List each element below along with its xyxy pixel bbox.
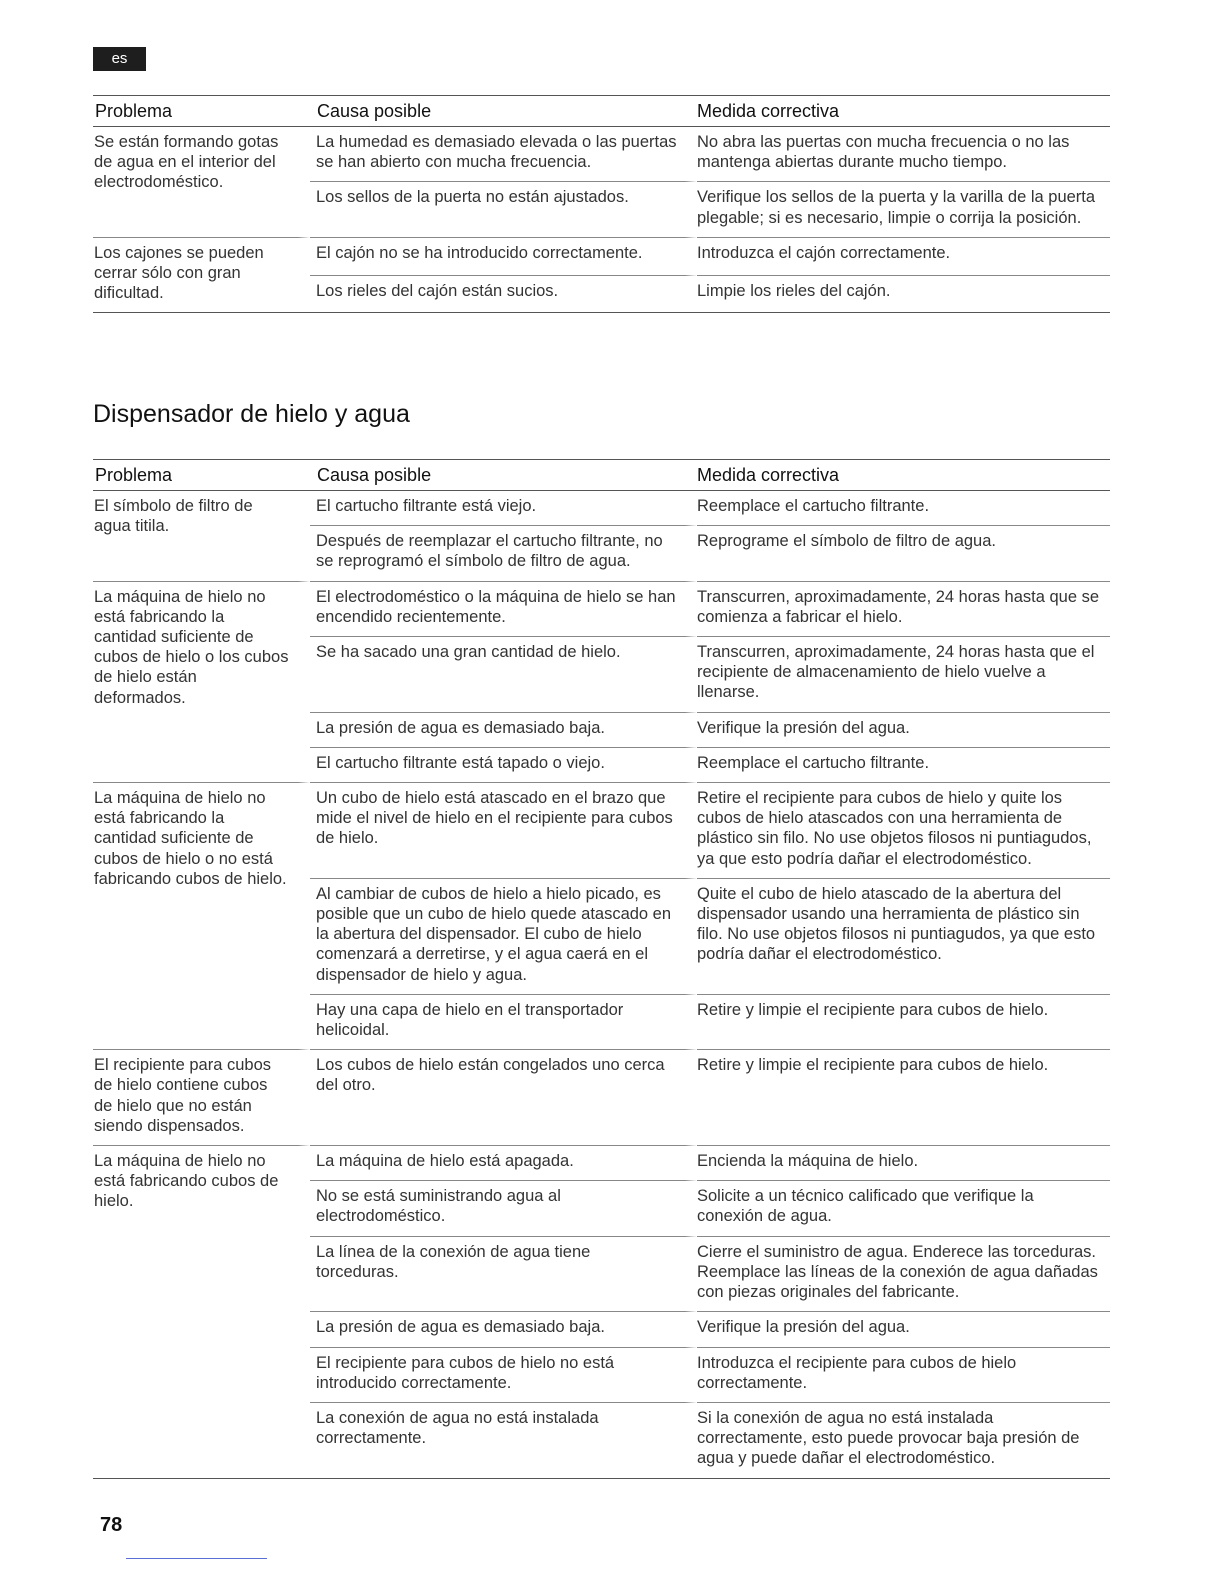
footer-line bbox=[126, 1558, 267, 1559]
table-row bbox=[93, 491, 1110, 525]
header-fix: Medida correctiva bbox=[697, 96, 1110, 127]
table-row bbox=[93, 237, 1110, 275]
table-row bbox=[93, 1049, 1110, 1145]
fix-cell: Si la conexión de agua no está instalada correctamente, esto puede provocar baja presión de agua y puede dañar el electrodoméstico. bbox=[697, 1402, 1110, 1478]
cause-cell: Los cubos de hielo están congelados uno cerca del otro. bbox=[310, 1049, 697, 1145]
cause-cell: La humedad es demasiado elevada o las puertas se han abierto con mucha frecuencia. bbox=[310, 127, 697, 181]
fix-cell: Encienda la máquina de hielo. bbox=[697, 1145, 1110, 1180]
fix-cell: Limpie los rieles del cajón. bbox=[697, 275, 1110, 313]
header-problem: Problema bbox=[93, 460, 310, 491]
problem-cell: El recipiente para cubos de hielo contiene cubos de hielo que no están siendo dispensados. bbox=[93, 1049, 310, 1145]
fix-cell: Solicite a un técnico calificado que verifique la conexión de agua. bbox=[697, 1180, 1110, 1235]
problem-cell: El símbolo de filtro de agua titila. bbox=[93, 491, 310, 581]
table-header-row bbox=[93, 96, 1110, 127]
fix-cell: Retire y limpie el recipiente para cubos de hielo. bbox=[697, 994, 1110, 1049]
fix-cell: Retire el recipiente para cubos de hielo y quite los cubos de hielo atascados con una herramienta de plástico sin filo. No use objetos filosos ni puntiagudos, ya que esto podría dañar el electrodoméstico. bbox=[697, 782, 1110, 878]
cause-cell: Los sellos de la puerta no están ajustados. bbox=[310, 181, 697, 236]
section-title: Dispensador de hielo y agua bbox=[93, 400, 410, 428]
cause-cell: El electrodoméstico o la máquina de hielo se han encendido recientemente. bbox=[310, 581, 697, 636]
fix-cell: Cierre el suministro de agua. Enderece las torceduras. Reemplace las líneas de la conexión de agua dañadas con piezas originales del fabricante. bbox=[697, 1236, 1110, 1312]
header-cause: Causa posible bbox=[310, 96, 697, 127]
fix-cell: No abra las puertas con mucha frecuencia o no las mantenga abiertas durante mucho tiempo. bbox=[697, 133, 1070, 172]
cause-cell: Al cambiar de cubos de hielo a hielo picado, es posible que un cubo de hielo quede atascado en la abertura del dispensador. El cubo de hielo comenzará a derretirse, y el agua caerá en el dispensador de hielo y agua. bbox=[310, 878, 697, 994]
cause-cell: La línea de la conexión de agua tiene torceduras. bbox=[310, 1236, 697, 1312]
fix-cell: Reemplace el cartucho filtrante. bbox=[697, 497, 930, 515]
fix-cell: Transcurren, aproximadamente, 24 horas hasta que el recipiente de almacenamiento de hielo vuelve a llenarse. bbox=[697, 636, 1110, 712]
header-fix: Medida correctiva bbox=[697, 460, 1110, 491]
fix-cell: Verifique la presión del agua. bbox=[697, 1311, 1110, 1346]
fix-cell: Verifique la presión del agua. bbox=[697, 712, 1110, 747]
table-row bbox=[93, 1145, 1110, 1180]
cause-cell: Hay una capa de hielo en el transportador helicoidal. bbox=[310, 994, 697, 1049]
fix-cell: Retire y limpie el recipiente para cubos de hielo. bbox=[697, 1049, 1110, 1145]
language-badge: es bbox=[93, 47, 146, 71]
cause-cell: La presión de agua es demasiado baja. bbox=[310, 1311, 697, 1346]
fix-cell: Introduzca el recipiente para cubos de hielo correctamente. bbox=[697, 1347, 1110, 1402]
fix-cell: Transcurren, aproximadamente, 24 horas hasta que se comienza a fabricar el hielo. bbox=[697, 581, 1110, 636]
cause-cell: Después de reemplazar el cartucho filtrante, no se reprogramó el símbolo de filtro de agua. bbox=[310, 525, 697, 580]
table-row bbox=[93, 782, 1110, 878]
table-body bbox=[93, 491, 1110, 1478]
problem-cell: Se están formando gotas de agua en el interior del electrodoméstico. bbox=[93, 127, 310, 237]
troubleshooting-table-general bbox=[93, 95, 1110, 313]
problem-cell: Los cajones se pueden cerrar sólo con gran dificultad. bbox=[93, 237, 310, 313]
fix-cell: Introduzca el cajón correctamente. bbox=[697, 237, 1110, 275]
cause-cell: Los rieles del cajón están sucios. bbox=[310, 275, 697, 313]
problem-cell: La máquina de hielo no está fabricando cubos de hielo. bbox=[93, 1145, 310, 1477]
cause-cell: El cartucho filtrante está viejo. bbox=[310, 491, 697, 525]
problem-cell: La máquina de hielo no está fabricando la cantidad suficiente de cubos de hielo o los cubos de hielo están deformados. bbox=[93, 581, 310, 782]
cause-cell: Se ha sacado una gran cantidad de hielo. bbox=[310, 636, 697, 712]
table-header-row bbox=[93, 460, 1110, 491]
table-row bbox=[93, 127, 1110, 181]
table-row bbox=[93, 581, 1110, 636]
cause-cell: El cajón no se ha introducido correctamente. bbox=[310, 237, 697, 275]
table-body bbox=[93, 127, 1110, 312]
cause-cell: La presión de agua es demasiado baja. bbox=[310, 712, 697, 747]
fix-cell: Reprograme el símbolo de filtro de agua. bbox=[697, 525, 1110, 580]
page-number: 78 bbox=[100, 1514, 123, 1536]
cause-cell: Un cubo de hielo está atascado en el brazo que mide el nivel de hielo en el recipiente para cubos de hielo. bbox=[310, 782, 697, 878]
fix-cell: Reemplace el cartucho filtrante. bbox=[697, 747, 1110, 782]
cause-cell: La conexión de agua no está instalada correctamente. bbox=[310, 1402, 697, 1478]
fix-cell: Verifique los sellos de la puerta y la varilla de la puerta plegable; si es necesario, limpie o corrija la posición. bbox=[697, 181, 1110, 236]
cause-cell: La máquina de hielo está apagada. bbox=[310, 1145, 697, 1180]
fix-cell: Quite el cubo de hielo atascado de la abertura del dispensador usando una herramienta de plástico sin filo. No use objetos filosos ni puntiagudos, ya que esto podría dañar el electrodoméstico. bbox=[697, 878, 1110, 994]
cause-cell: El recipiente para cubos de hielo no está introducido correctamente. bbox=[310, 1347, 697, 1402]
header-problem: Problema bbox=[93, 96, 310, 127]
cause-cell: No se está suministrando agua al electrodoméstico. bbox=[310, 1180, 697, 1235]
cause-cell: El cartucho filtrante está tapado o viejo. bbox=[310, 747, 697, 782]
problem-cell: La máquina de hielo no está fabricando la cantidad suficiente de cubos de hielo o no está fabricando cubos de hielo. bbox=[93, 782, 310, 1049]
troubleshooting-table-dispenser bbox=[93, 459, 1110, 1479]
header-cause: Causa posible bbox=[310, 460, 697, 491]
